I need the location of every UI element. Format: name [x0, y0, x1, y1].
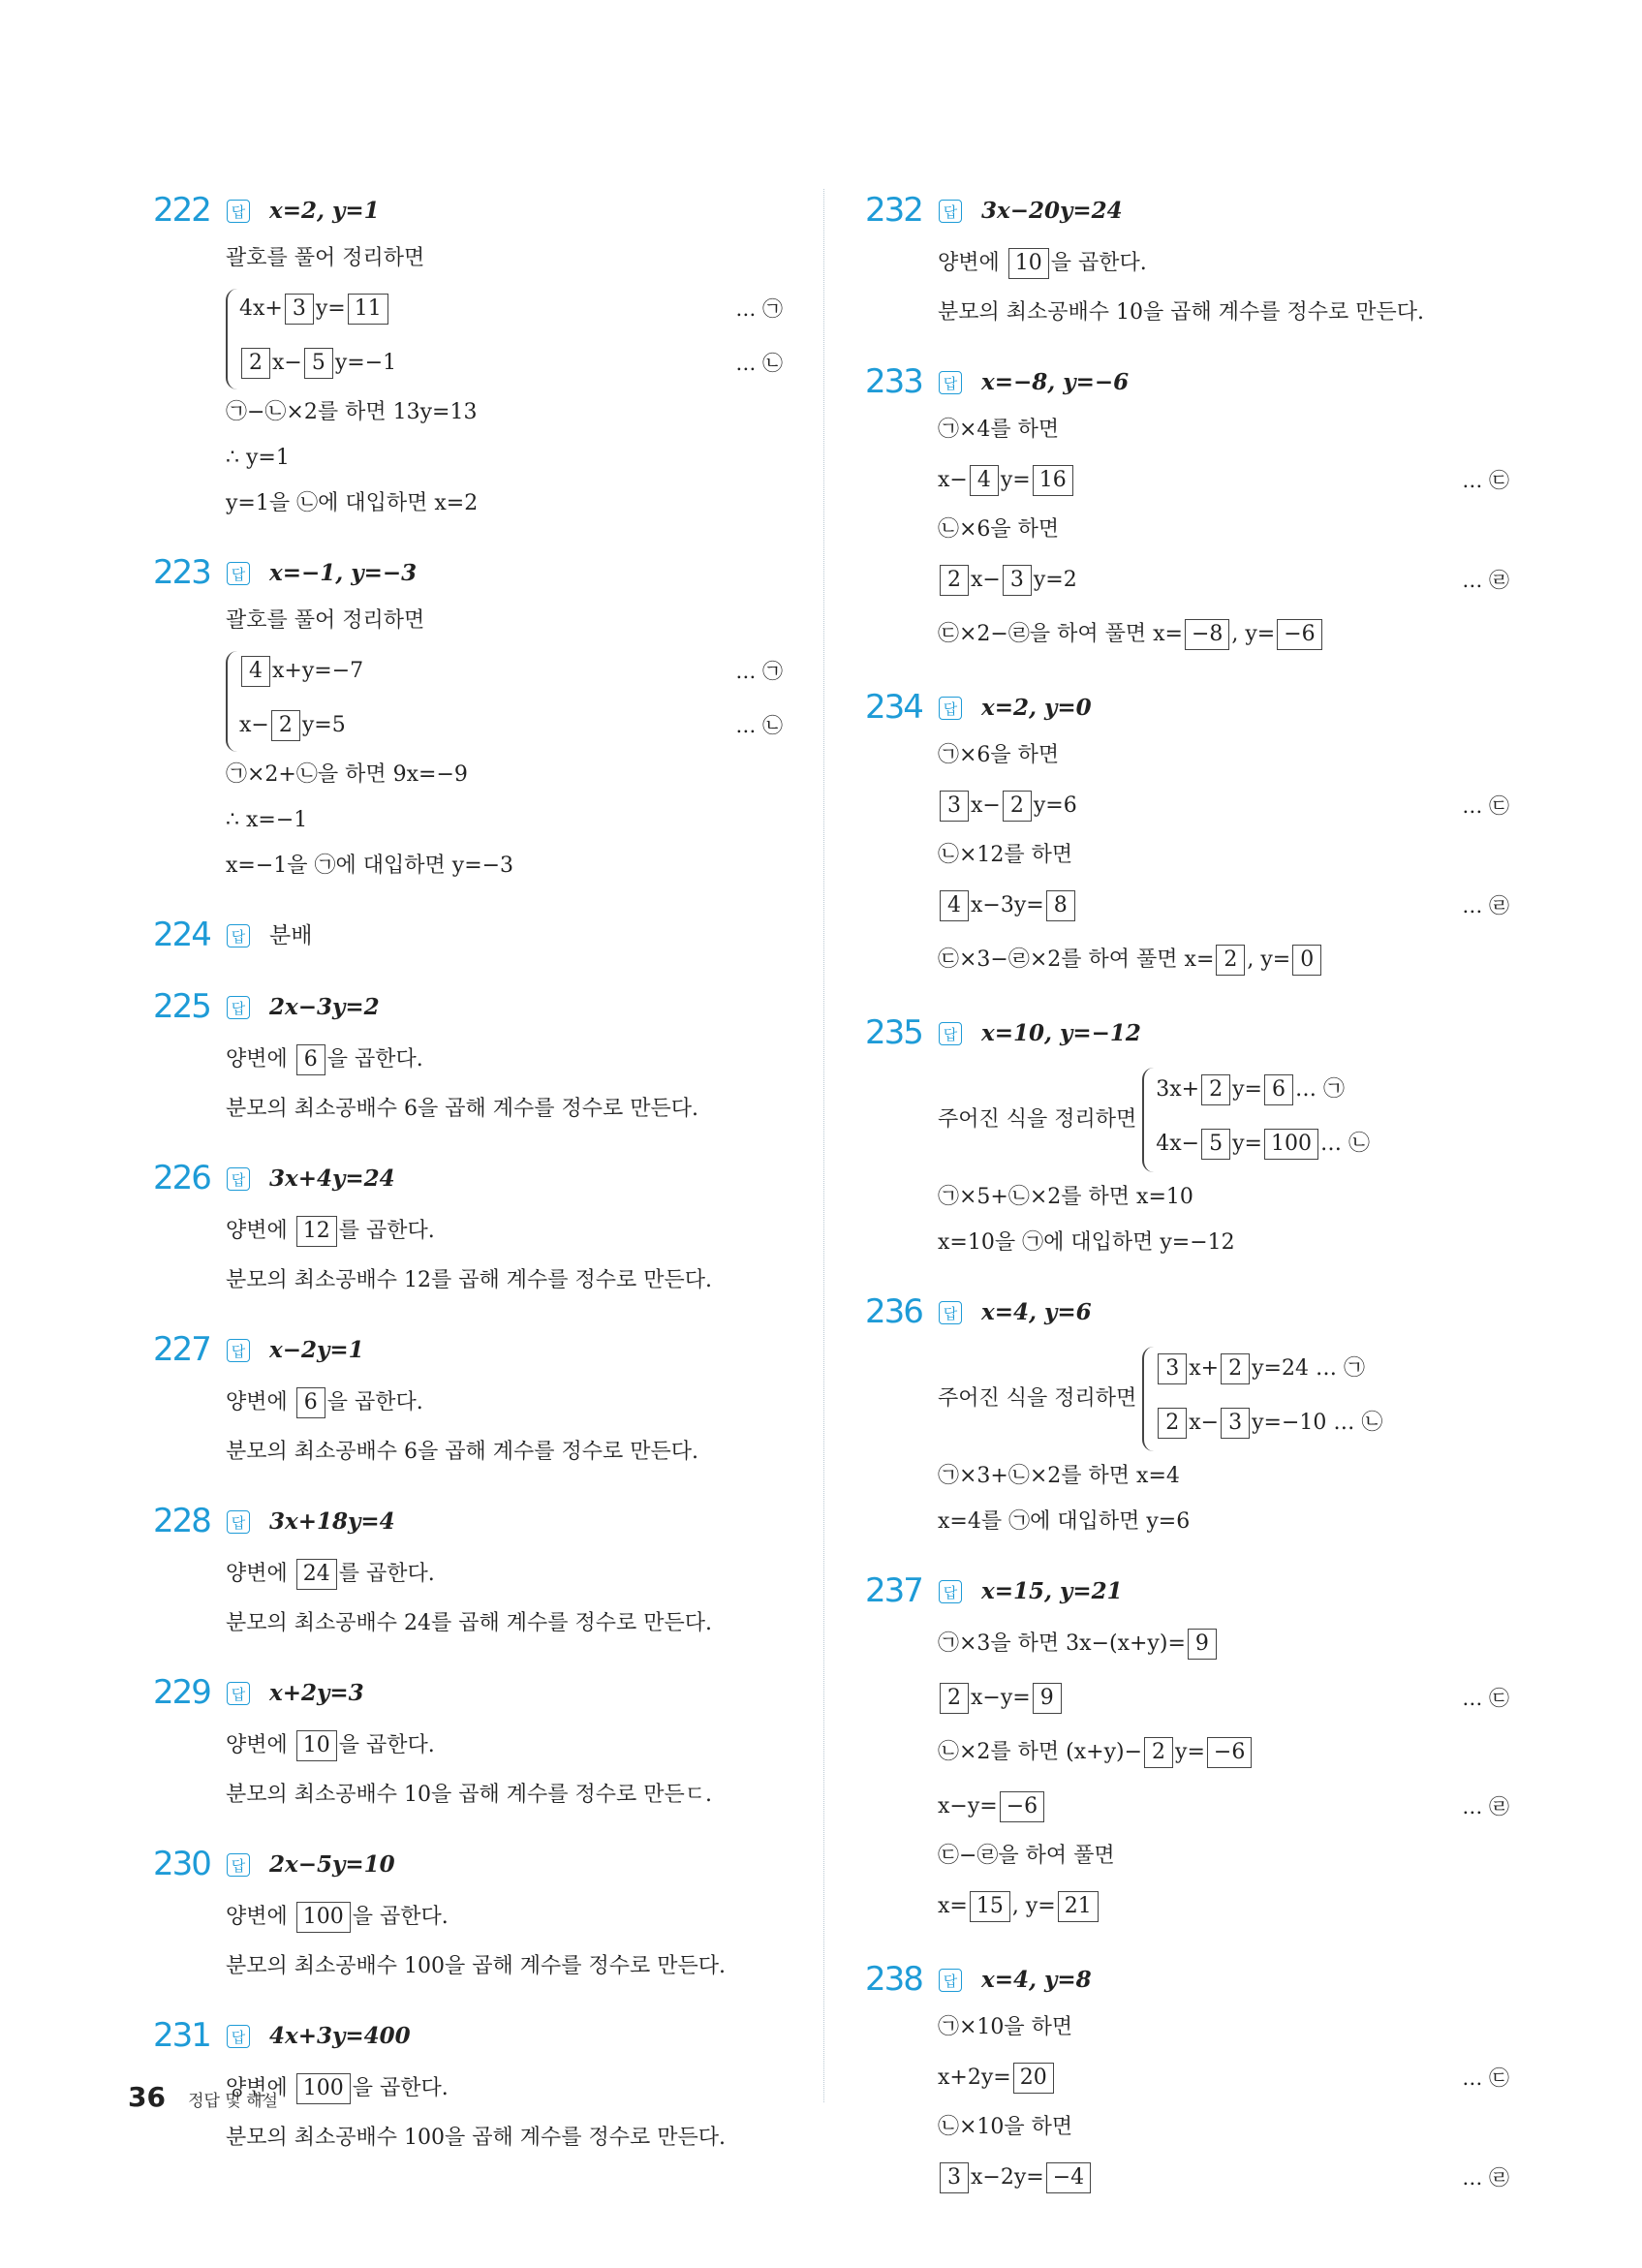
system-row	[1156, 1345, 1382, 1399]
math-text: x+y=−7	[272, 659, 364, 683]
math-text: 을 곱한다.	[326, 1047, 423, 1072]
explanation-line	[226, 1893, 783, 1947]
equation-line	[938, 1674, 1509, 1728]
equation-line	[938, 2054, 1509, 2108]
answer-box: 2	[271, 710, 300, 741]
answer-box: 9	[1033, 1683, 1062, 1714]
explanation-line: x=−1을 ㉠에 대입하면 y=−3	[226, 854, 514, 878]
problem-number: 228	[153, 1502, 210, 1540]
answer-badge: 답	[939, 1969, 962, 1992]
system-row	[1156, 1066, 1370, 1120]
problem-gap	[153, 1821, 783, 1843]
problem-gap	[865, 1937, 1509, 1958]
equation-line	[938, 456, 1509, 511]
problem-gap	[153, 1307, 783, 1328]
answer-badge: 답	[227, 924, 250, 948]
problem-header	[153, 914, 783, 964]
answer-box: 2	[241, 348, 270, 379]
answer-box: 5	[304, 348, 333, 379]
problem-number: 227	[153, 1330, 210, 1369]
problem-gap	[153, 2164, 783, 2186]
equation-system	[1142, 1345, 1382, 1453]
problem-header	[865, 1011, 1509, 1062]
math-text: 3x+	[1156, 1077, 1200, 1102]
equation-tag: … ㉢	[1462, 794, 1509, 818]
answer-box: 3	[940, 2162, 969, 2193]
brace-symbol	[226, 289, 239, 389]
explanation-line: ㉡×10을 하면	[938, 2115, 1073, 2139]
answer-box: 9	[1188, 1629, 1217, 1660]
math-text: y=5	[301, 713, 346, 737]
math-text: 양변에	[226, 1905, 294, 1929]
answer-box: 2	[1144, 1737, 1173, 1768]
problem-gap	[153, 530, 783, 551]
answer-badge: 답	[939, 1022, 962, 1045]
explanation-line	[938, 239, 1509, 294]
math-text: y=24 … ㉠	[1252, 1356, 1365, 1381]
explanation-line: ㉠×3+㉡×2를 하면 x=4	[938, 1464, 1180, 1488]
math-text: y=−10 … ㉡	[1252, 1411, 1383, 1435]
page-label: 정답 및 해설	[188, 2092, 278, 2111]
problem-232	[865, 189, 1509, 360]
math-text: 4x+	[239, 296, 283, 321]
math-text: y=−1	[334, 351, 397, 375]
system-row	[239, 701, 783, 756]
problem-header	[865, 686, 1509, 736]
math-text: 4x−	[1156, 1132, 1200, 1156]
explanation-line: 분모의 최소공배수 6을 곱해 계수를 정수로 만든다.	[226, 1440, 698, 1464]
problem-number: 233	[865, 362, 922, 401]
problem-number: 230	[153, 1845, 210, 1883]
problem-header	[865, 1290, 1509, 1341]
math-text: , y=	[1231, 622, 1276, 646]
answer-badge: 답	[939, 1580, 962, 1603]
answer-badge: 답	[227, 1682, 250, 1705]
answer-badge: 답	[939, 1301, 962, 1324]
explanation-line: 분모의 최소공배수 24를 곱해 계수를 정수로 만든다.	[226, 1611, 712, 1635]
explanation-line: ㉠×10을 하면	[938, 2015, 1073, 2039]
answer-text: 3x+4y=24	[269, 1165, 395, 1192]
equation-tag: … ㉠	[735, 660, 783, 683]
math-text: 을 곱한다.	[326, 1390, 423, 1414]
problem-header	[153, 1328, 783, 1379]
explanation-line: ㉡×12를 하면	[938, 843, 1073, 867]
answer-box: 2	[1221, 1353, 1250, 1384]
equation-tag: … ㉣	[1462, 894, 1509, 917]
answer-badge: 답	[939, 200, 962, 223]
problem-number: 235	[865, 1013, 922, 1052]
answer-text: 2x−5y=10	[269, 1851, 395, 1878]
math-text: 양변에	[938, 251, 1007, 275]
answer-text: x=−8, y=−6	[981, 369, 1130, 395]
problem-header	[153, 1500, 783, 1550]
problem-number: 231	[153, 2016, 210, 2055]
answer-box: −6	[1207, 1737, 1252, 1768]
problem-number: 226	[153, 1159, 210, 1197]
math-text: 을 곱한다.	[352, 2076, 449, 2100]
explanation-line	[226, 1379, 783, 1433]
math-text: x−y=	[971, 1686, 1031, 1710]
answer-box: 3	[285, 294, 314, 325]
answer-box: 6	[1264, 1074, 1293, 1105]
answer-box: 3	[1221, 1408, 1250, 1439]
equation-system	[226, 647, 783, 756]
answer-box: 3	[1158, 1353, 1187, 1384]
equation-system	[1142, 1066, 1370, 1174]
math-text: x−	[1189, 1411, 1220, 1435]
explanation-line	[226, 1722, 783, 1776]
explanation-line	[226, 1550, 783, 1604]
explanation-line	[226, 2065, 783, 2119]
math-text: x−2y=	[971, 2165, 1044, 2190]
answer-text: x−2y=1	[269, 1337, 364, 1363]
math-text: 를 곱한다.	[338, 1562, 435, 1586]
explanation-line: x=10을 ㉠에 대입하면 y=−12	[938, 1230, 1235, 1255]
problem-gap	[153, 1650, 783, 1671]
problem-number: 236	[865, 1292, 922, 1331]
equation-tag: … ㉢	[1462, 469, 1509, 492]
explanation-line: ㉡×6을 하면	[938, 517, 1060, 542]
answer-box: 6	[296, 1387, 325, 1418]
math-text: ㉢×3−㉣×2를 하여 풀면 x=	[938, 948, 1215, 972]
answer-box: 16	[1033, 465, 1073, 496]
equation-line	[938, 1728, 1509, 1783]
right-column	[865, 189, 1509, 2229]
problem-number: 223	[153, 553, 210, 592]
problem-header	[865, 360, 1509, 411]
equation-tag: … ㉣	[1462, 569, 1509, 592]
problem-235	[865, 1011, 1509, 1290]
math-text: 양변에	[226, 2076, 294, 2100]
answer-box: 100	[1264, 1129, 1318, 1160]
equation-line	[938, 936, 1509, 990]
explanation-line: ㉠−㉡×2를 하면 13y=13	[226, 400, 478, 424]
explanation-line: 분모의 최소공배수 10을 곱해 계수를 정수로 만든다.	[938, 300, 1424, 325]
answer-box: −6	[1277, 619, 1321, 650]
answer-badge: 답	[227, 1853, 250, 1877]
problem-gap	[153, 1478, 783, 1500]
math-text: y=	[1232, 1077, 1262, 1102]
explanation-line: ∴ x=−1	[226, 808, 308, 832]
answer-badge: 답	[227, 996, 250, 1019]
math-text: … ㉠	[1294, 1077, 1345, 1102]
answer-text: 3x+18y=4	[269, 1508, 395, 1535]
problem-number: 229	[153, 1673, 210, 1712]
answer-box: −8	[1185, 619, 1229, 650]
answer-box: 12	[296, 1216, 337, 1247]
answer-box: 2	[940, 1683, 969, 1714]
problem-gap	[153, 964, 783, 985]
system-row	[1156, 1120, 1370, 1174]
math-text: … ㉡	[1319, 1132, 1370, 1156]
math-text: , y=	[1247, 948, 1291, 972]
answer-text: 3x−20y=24	[981, 198, 1123, 224]
problem-226	[153, 1157, 783, 1328]
explanation-line: x=4를 ㉠에 대입하면 y=6	[938, 1509, 1191, 1534]
problem-header	[865, 1569, 1509, 1620]
problem-header	[865, 189, 1509, 239]
explanation-line: ㉠×4를 하면	[938, 418, 1060, 442]
math-text: x−	[272, 351, 302, 375]
math-text: ㉡×2를 하면 (x+y)−	[938, 1740, 1143, 1764]
problem-header	[153, 1671, 783, 1722]
answer-box: 5	[1201, 1129, 1230, 1160]
problem-header	[153, 985, 783, 1036]
answer-text: x+2y=3	[269, 1680, 364, 1706]
answer-text: 4x+3y=400	[269, 2023, 411, 2049]
explanation-line: 괄호를 풀어 정리하면	[226, 246, 425, 270]
explanation-line: ∴ y=1	[226, 446, 290, 470]
answer-box: 4	[241, 656, 270, 687]
answer-box: 3	[1003, 565, 1032, 596]
problem-237	[865, 1569, 1509, 1958]
problem-236	[865, 1290, 1509, 1569]
equation-tag: … ㉢	[1462, 2066, 1509, 2090]
answer-text: x=4, y=8	[981, 1967, 1092, 1993]
problem-header	[153, 551, 783, 602]
explanation-line: ㉠×2+㉡을 하면 9x=−9	[226, 762, 468, 787]
problem-gap	[865, 2208, 1509, 2229]
answer-text: x=10, y=−12	[981, 1020, 1141, 1046]
answer-text: x=−1, y=−3	[269, 560, 418, 586]
problem-number: 234	[865, 688, 922, 727]
problem-223	[153, 551, 783, 914]
equation-line	[938, 782, 1509, 836]
equation-tag: … ㉣	[1462, 2166, 1509, 2190]
answer-box: 100	[296, 1902, 351, 1933]
problem-229	[153, 1671, 783, 1843]
answer-box: 2	[1216, 945, 1245, 976]
system-lead-text: 주어진 식을 정리하면	[938, 1107, 1137, 1132]
equation-line	[938, 1783, 1509, 1837]
left-column	[153, 189, 783, 2186]
answer-box: 3	[940, 791, 969, 822]
brace-symbol	[1142, 1347, 1156, 1451]
system-lead-text: 주어진 식을 정리하면	[938, 1386, 1137, 1411]
problem-227	[153, 1328, 783, 1500]
math-text: ㉢×2−㉣을 하여 풀면 x=	[938, 622, 1183, 646]
explanation-line: 분모의 최소공배수 100을 곱해 계수를 정수로 만든다.	[226, 1954, 726, 1978]
math-text: x+2y=	[938, 2066, 1011, 2090]
equation-tag: … ㉠	[735, 297, 783, 321]
answer-box: 10	[296, 1730, 337, 1761]
brace-symbol	[226, 651, 239, 752]
answer-text: x=15, y=21	[981, 1578, 1123, 1604]
equation-line	[938, 610, 1509, 665]
problem-230	[153, 1843, 783, 2014]
problem-gap	[865, 1548, 1509, 1569]
problem-number: 225	[153, 987, 210, 1026]
math-text: , y=	[1011, 1894, 1056, 1918]
math-text: 양변에	[226, 1562, 294, 1586]
math-text: x−	[971, 793, 1001, 818]
answer-badge: 답	[227, 1339, 250, 1362]
explanation-line: y=1을 ㉡에 대입하면 x=2	[226, 491, 479, 515]
math-text: y=	[1232, 1132, 1262, 1156]
equation-tag: … ㉡	[735, 352, 783, 375]
answer-text: x=2, y=0	[981, 695, 1092, 721]
math-text: ㉠×3을 하면 3x−(x+y)=	[938, 1631, 1186, 1656]
explanation-line: ㉢−㉣을 하여 풀면	[938, 1844, 1115, 1868]
problem-222	[153, 189, 783, 551]
equation-system-line	[938, 1062, 1509, 1178]
answer-box: 15	[970, 1891, 1010, 1922]
math-text: 양변에	[226, 1733, 294, 1757]
math-text: x+	[1189, 1356, 1220, 1381]
problem-234	[865, 686, 1509, 1011]
problem-238	[865, 1958, 1509, 2229]
answer-box: 2	[1158, 1408, 1187, 1439]
system-row	[1156, 1399, 1382, 1453]
math-text: y=2	[1033, 568, 1077, 592]
math-text: 을 곱한다.	[1050, 251, 1147, 275]
problem-header	[153, 1157, 783, 1207]
equation-system	[226, 285, 783, 393]
math-text: x−	[971, 568, 1001, 592]
equation-tag: … ㉡	[735, 714, 783, 737]
equation-line	[938, 1882, 1509, 1937]
answer-badge: 답	[227, 200, 250, 223]
math-text: 를 곱한다.	[338, 1219, 435, 1243]
answer-box: 4	[940, 890, 969, 921]
math-text: 을 곱한다.	[338, 1733, 435, 1757]
explanation-line: 괄호를 풀어 정리하면	[226, 608, 425, 633]
answer-text: x=4, y=6	[981, 1299, 1092, 1325]
answer-box: 100	[296, 2073, 351, 2104]
problem-number: 222	[153, 191, 210, 230]
problem-number: 232	[865, 191, 922, 230]
math-text: 양변에	[226, 1047, 294, 1072]
answer-box: 2	[1201, 1074, 1230, 1105]
problem-224	[153, 914, 783, 985]
answer-badge: 답	[939, 697, 962, 720]
problem-225	[153, 985, 783, 1157]
math-text: y=	[315, 296, 346, 321]
problem-header	[153, 2014, 783, 2065]
problem-number: 237	[865, 1571, 922, 1610]
answer-box: 2	[940, 565, 969, 596]
math-text: x−	[239, 713, 269, 737]
equation-tag: … ㉢	[1462, 1687, 1509, 1710]
problem-number: 238	[865, 1960, 922, 1999]
equation-line	[938, 1620, 1509, 1674]
problem-header	[865, 1958, 1509, 2008]
explanation-line	[226, 1207, 783, 1261]
answer-text: 분배	[269, 923, 313, 948]
math-text: 양변에	[226, 1390, 294, 1414]
explanation-line: 분모의 최소공배수 6을 곱해 계수를 정수로 만든다.	[226, 1097, 698, 1121]
answer-box: 6	[296, 1044, 325, 1075]
equation-line	[938, 556, 1509, 610]
problem-gap	[865, 339, 1509, 360]
answer-badge: 답	[227, 2025, 250, 2048]
answer-badge: 답	[227, 1167, 250, 1191]
math-text: 양변에	[226, 1219, 294, 1243]
answer-box: 10	[1008, 248, 1049, 279]
answer-text: 2x−3y=2	[269, 994, 380, 1020]
explanation-line: 분모의 최소공배수 100을 곱해 계수를 정수로 만든다.	[226, 2126, 726, 2150]
problem-gap	[153, 1135, 783, 1157]
answer-box: −4	[1046, 2162, 1091, 2193]
answer-badge: 답	[227, 562, 250, 585]
problem-gap	[865, 665, 1509, 686]
system-row	[239, 285, 783, 339]
answer-box: 0	[1292, 945, 1321, 976]
problem-gap	[865, 1269, 1509, 1290]
equation-line	[938, 2154, 1509, 2208]
problem-233	[865, 360, 1509, 686]
answer-box: 11	[348, 294, 388, 325]
answer-box: 20	[1013, 2063, 1054, 2094]
problem-228	[153, 1500, 783, 1671]
answer-badge: 답	[227, 1510, 250, 1534]
answer-box: 4	[970, 465, 999, 496]
answer-box: −6	[1000, 1791, 1044, 1822]
answer-text: x=2, y=1	[269, 198, 380, 224]
explanation-line: 분모의 최소공배수 10을 곱해 계수를 정수로 만든ㄷ.	[226, 1783, 712, 1807]
brace-symbol	[1142, 1068, 1156, 1172]
problem-header	[153, 1843, 783, 1893]
problem-gap	[153, 1993, 783, 2014]
system-row	[239, 647, 783, 701]
math-text: x−3y=	[971, 893, 1044, 917]
math-text: x=	[938, 1894, 968, 1918]
explanation-line: ㉠×6을 하면	[938, 743, 1060, 767]
problem-gap	[153, 892, 783, 914]
system-row	[239, 339, 783, 393]
math-text: x−y=	[938, 1794, 998, 1818]
equation-tag: … ㉣	[1462, 1795, 1509, 1818]
page-number: 36	[128, 2081, 166, 2113]
explanation-line: 분모의 최소공배수 12를 곱해 계수를 정수로 만든다.	[226, 1268, 712, 1292]
answer-box: 24	[296, 1559, 337, 1590]
explanation-line: ㉠×5+㉡×2를 하면 x=10	[938, 1185, 1193, 1209]
answer-badge: 답	[939, 371, 962, 394]
answer-box: 8	[1046, 890, 1075, 921]
math-text: y=	[1000, 468, 1031, 492]
answer-box: 2	[1003, 791, 1032, 822]
math-text: 을 곱한다.	[352, 1905, 449, 1929]
explanation-line	[226, 1036, 783, 1090]
problem-header	[153, 189, 783, 239]
problem-number: 224	[153, 916, 210, 954]
equation-line	[938, 882, 1509, 936]
column-divider	[823, 189, 824, 2102]
page-footer	[128, 2081, 278, 2113]
math-text: y=6	[1033, 793, 1077, 818]
equation-system-line	[938, 1341, 1509, 1457]
math-text: y=	[1175, 1740, 1205, 1764]
math-text: x−	[938, 468, 968, 492]
answer-box: 21	[1058, 1891, 1099, 1922]
problem-gap	[865, 990, 1509, 1011]
